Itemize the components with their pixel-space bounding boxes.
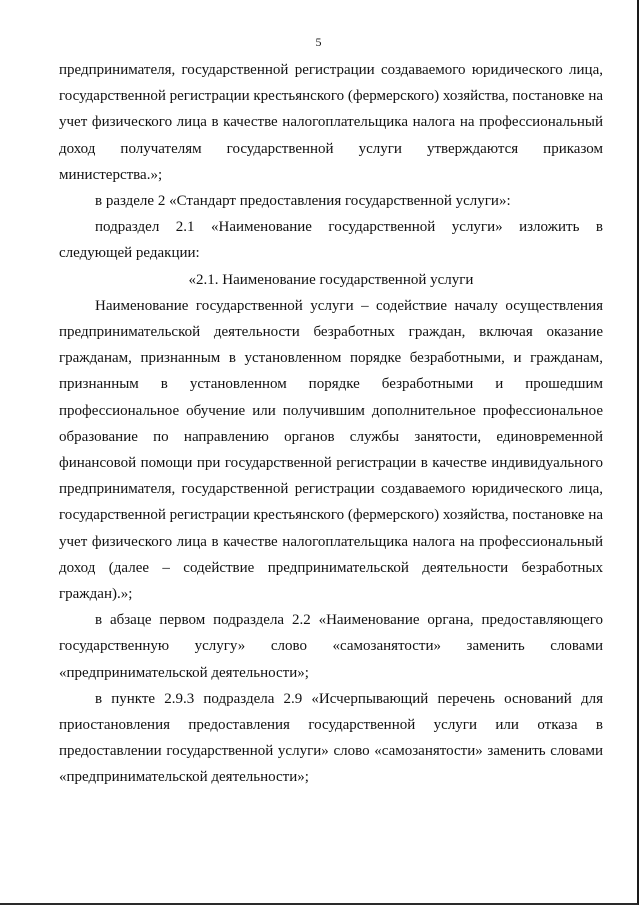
- paragraph-subsection-2-1: подраздел 2.1 «Наименование государственной услуги» изложить в следующей редакции:: [59, 219, 603, 262]
- subsection-heading: «2.1. Наименование государственной услуги: [188, 271, 474, 288]
- page-number: 5: [315, 35, 322, 49]
- paragraph-subsection-2-2: в абзаце первом подраздела 2.2 «Наименование органа, предоставляющего государственную услугу» слово «самозанятости» заменить словами «предпринимательской деятельности»;: [59, 612, 603, 681]
- paragraph-service-name: Наименование государственной услуги – содействие началу осуществления предпринимательской деятельности безработных граждан, включая оказание гражданам, признанным в установленном порядке безработными, и гражданам, признанным в установленном порядке безработными и прошедшим профессиональное обучение или получившим дополнительное профессиональное образование по направлению органов службы занятости, единовременной финансовой помощи при государственной регистрации в качестве индивидуального предпринимателя, государственной регистрации создаваемого юридического лица, государственной регистрации крестьянского (фермерского) хозяйства, постановке на учет физического лица в качестве налогоплательщика налога на профессиональный доход (далее – содействие предпринимательской деятельности безработных граждан).»;: [59, 297, 603, 603]
- paragraph-continuation: предпринимателя, государственной регистрации создаваемого юридического лица, государственной регистрации крестьянского (фермерского) хозяйства, постановке на учет физического лица в качестве налогоплательщика налога на профессиональный доход получателям государственной услуги утверждаются приказом министерства.»;: [59, 62, 603, 183]
- paragraph-section-2: в разделе 2 «Стандарт предоставления государственной услуги»:: [95, 193, 511, 210]
- document-body: [59, 57, 603, 791]
- paragraph-item-2-9-3: в пункте 2.9.3 подраздела 2.9 «Исчерпывающий перечень оснований для приостановления предоставления государственной услуги или отказа в предоставлении государственной услуги» слово «самозанятости» заменить словами «предпринимательской деятельности»;: [59, 690, 603, 786]
